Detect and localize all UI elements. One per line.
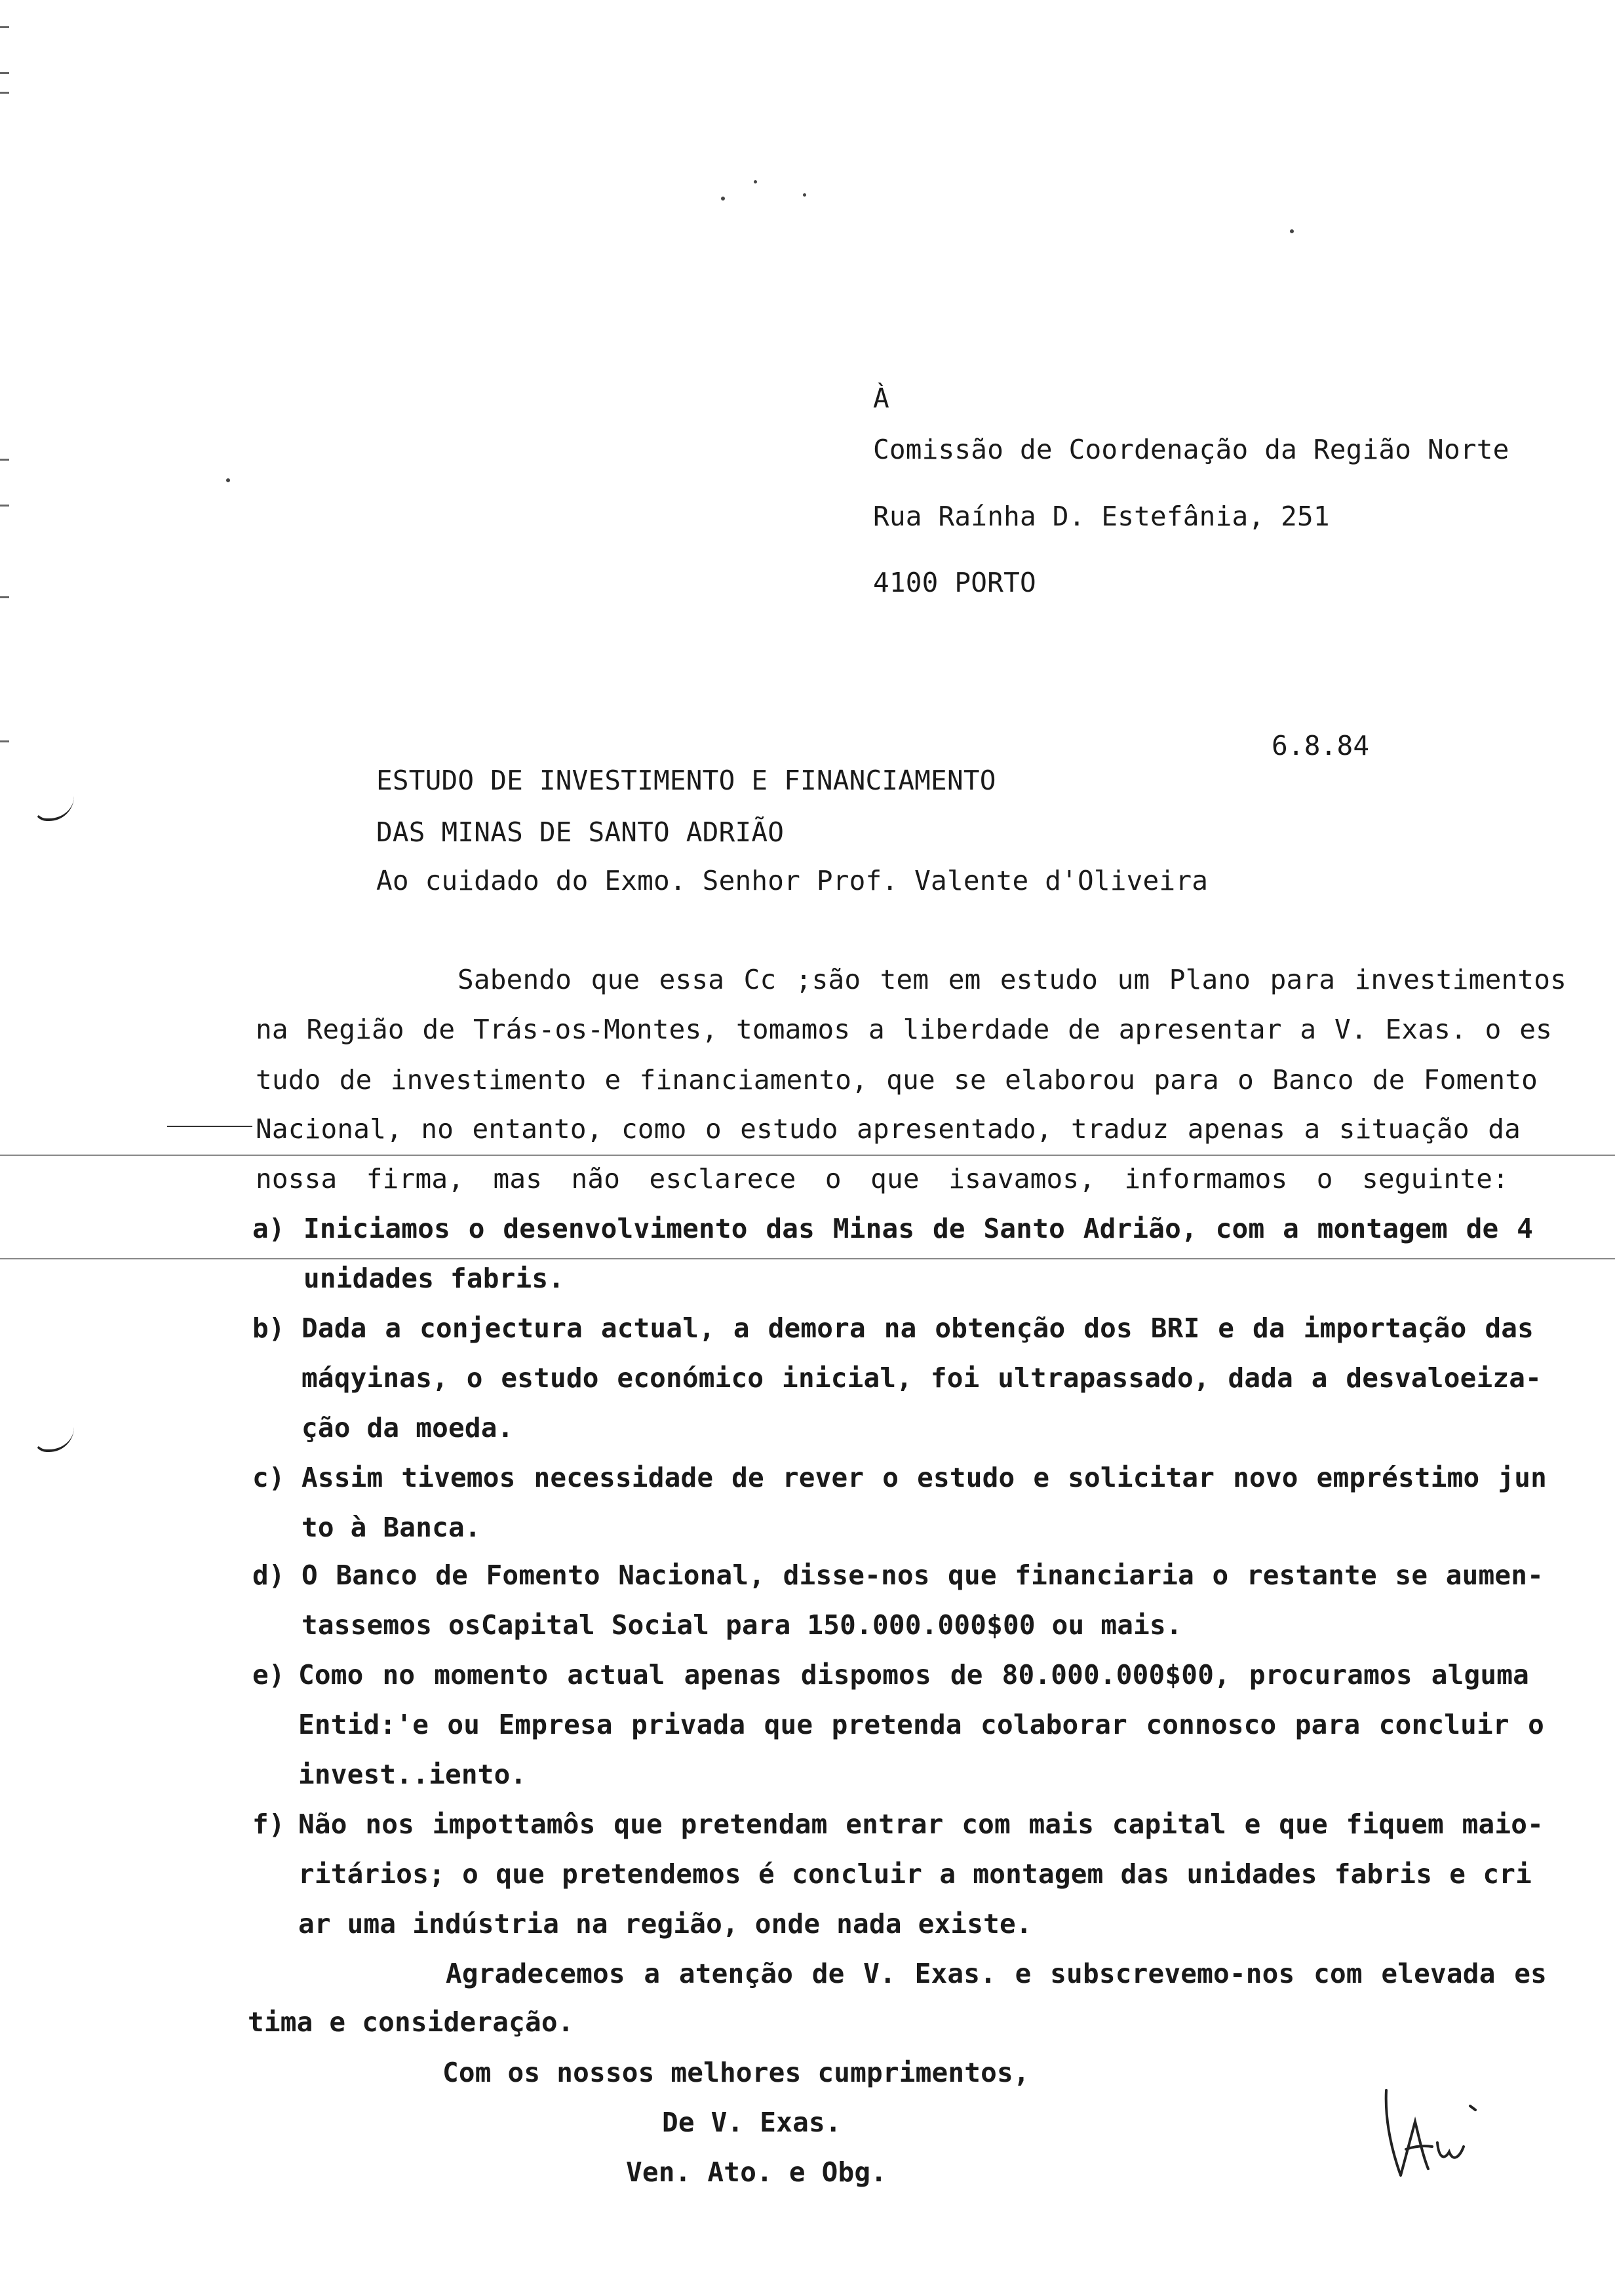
scan-rule	[167, 1126, 252, 1127]
item-d-marker: d)	[252, 1559, 285, 1591]
item-b-marker: b)	[252, 1312, 285, 1344]
signoff-closing: Ven. Ato. e Obg.	[626, 2156, 887, 2188]
item-c-line: Assim tivemos necessidade de rever o estudo e solicitar novo empréstimo jun	[302, 1462, 1547, 1493]
recipient-city: 4100 PORTO	[873, 567, 1036, 598]
item-f-line: ar uma indústria na região, onde nada existe.	[298, 1908, 1032, 1940]
scan-rule	[0, 1258, 1615, 1259]
recipient-name: Comissão de Coordenação da Região Norte	[873, 434, 1509, 465]
closing-line: tima e consideração.	[248, 2006, 574, 2038]
punch-mark	[34, 1427, 74, 1452]
scan-speck	[226, 478, 230, 482]
item-f-line: ritários; o que pretendemos é concluir a montagem das unidades fabris e cri	[298, 1858, 1532, 1890]
item-e-line: Entid:'e ou Empresa privada que pretenda colaborar connosco para concluir o	[298, 1709, 1544, 1740]
scan-mark	[0, 459, 9, 461]
item-c-line: to à Banca.	[302, 1512, 481, 1543]
closing-line: Agradecemos a atenção de V. Exas. e subscrevemo-nos com elevada es	[446, 1958, 1547, 1989]
punch-mark	[34, 796, 74, 821]
intro-line: nossa firma, mas não esclarece o que isavamos, informamos o seguinte:	[256, 1163, 1509, 1195]
scan-mark	[0, 92, 9, 94]
subject-line-1: ESTUDO DE INVESTIMENTO E FINANCIAMENTO	[376, 765, 996, 796]
item-b-line: Dada a conjectura actual, a demora na obtenção dos BRI e da importação das	[302, 1312, 1534, 1344]
scan-speck	[803, 193, 806, 197]
item-a-line: Iniciamos o desenvolvimento das Minas de Santo Adrião, com a montagem de 4	[303, 1213, 1533, 1244]
letter-date: 6.8.84	[1272, 730, 1370, 761]
item-e-line: invest..iento.	[298, 1759, 527, 1790]
intro-line: Sabendo que essa Cc ;são tem em estudo um Plano para investimentos	[457, 964, 1566, 995]
item-d-line: tassemos osCapital Social para 150.000.000$00 ou mais.	[302, 1609, 1182, 1641]
item-a-marker: a)	[252, 1213, 285, 1244]
item-d-line: O Banco de Fomento Nacional, disse-nos que financiaria o restante se aumen-	[302, 1559, 1544, 1591]
scan-rule	[0, 1155, 1615, 1156]
item-f-marker: f)	[252, 1808, 285, 1840]
scan-mark	[0, 505, 9, 507]
subject-line-2: DAS MINAS DE SANTO ADRIÃO	[376, 816, 785, 848]
signoff-greeting: Com os nossos melhores cumprimentos,	[442, 2057, 1030, 2088]
scan-speck	[1290, 229, 1294, 233]
item-c-marker: c)	[252, 1462, 285, 1493]
scan-speck	[721, 197, 725, 201]
signoff-addressee: De V. Exas.	[662, 2107, 842, 2138]
scan-mark	[0, 740, 9, 742]
intro-line: na Região de Trás-os-Montes, tomamos a liberdade de apresentar a V. Exas. o es	[256, 1014, 1552, 1045]
handwritten-signature	[1367, 2084, 1524, 2182]
scan-speck	[754, 180, 757, 183]
recipient-street: Rua Raínha D. Estefânia, 251	[873, 501, 1330, 532]
item-b-line: ção da moeda.	[302, 1412, 514, 1444]
intro-line: Nacional, no entanto, como o estudo apresentado, traduz apenas a situação da	[256, 1113, 1521, 1145]
scan-mark	[0, 26, 9, 28]
subject-attention: Ao cuidado do Exmo. Senhor Prof. Valente d'Oliveira	[376, 865, 1209, 896]
item-a-line: unidades fabris.	[303, 1263, 565, 1294]
item-e-line: Como no momento actual apenas dispomos de 80.000.000$00, procuramos alguma	[298, 1659, 1529, 1691]
item-e-marker: e)	[252, 1659, 285, 1691]
recipient-salutation: À	[873, 383, 889, 414]
intro-line: tudo de investimento e financiamento, que se elaborou para o Banco de Fomento	[256, 1064, 1538, 1096]
scan-mark	[0, 596, 9, 598]
item-b-line: máqyinas, o estudo económico inicial, foi ultrapassado, dada a desvaloeiza-	[302, 1362, 1542, 1394]
item-f-line: Não nos impottamôs que pretendam entrar com mais capital e que fiquem maio-	[298, 1808, 1544, 1840]
scan-mark	[0, 72, 9, 74]
